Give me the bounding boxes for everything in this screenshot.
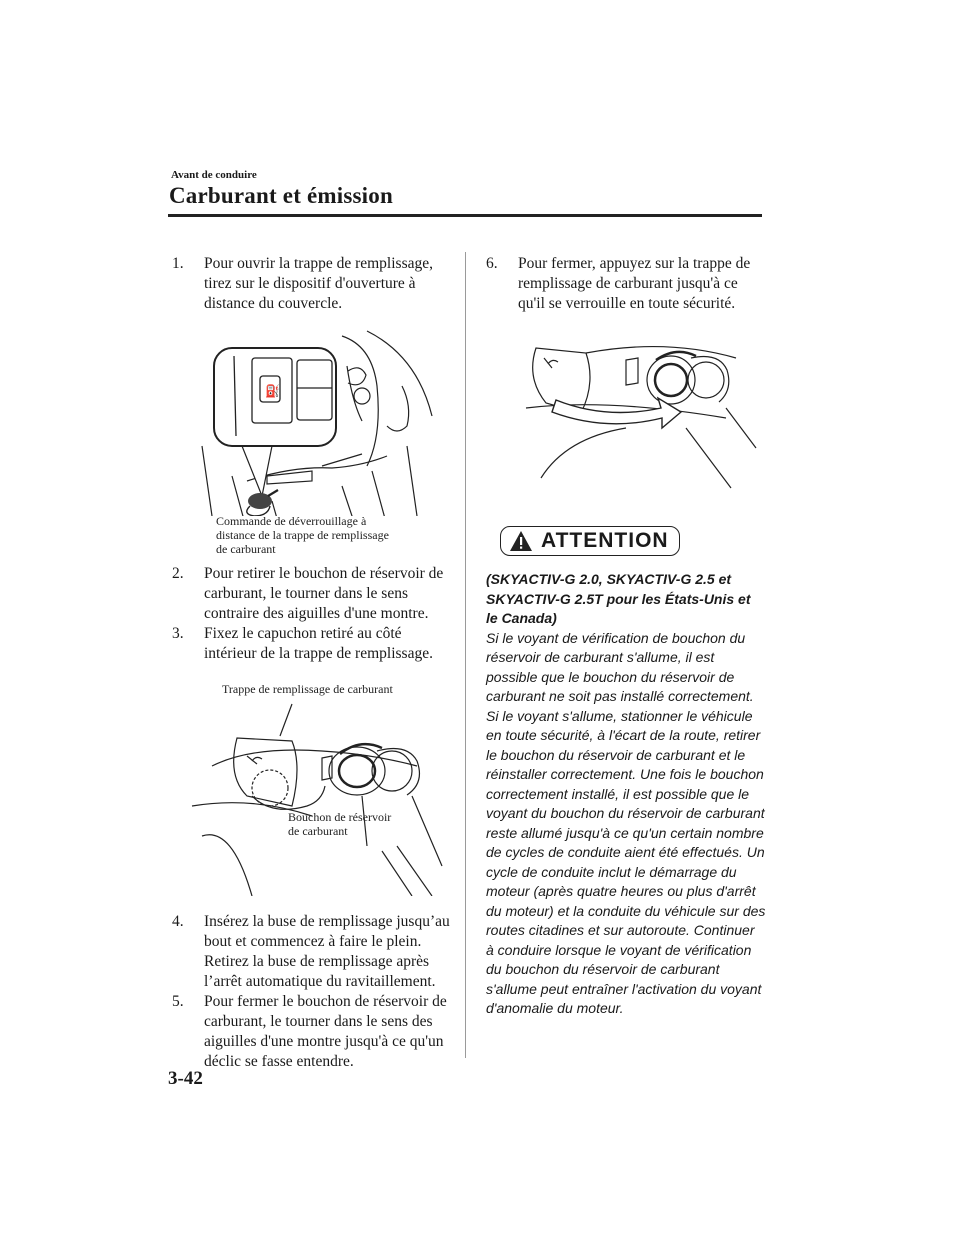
fuel-cap-illustration [172, 696, 450, 896]
step-number: 5. [172, 993, 184, 1010]
step-number: 6. [486, 255, 498, 272]
step-number: 1. [172, 255, 184, 272]
fuel-cap-label: Bouchon de réservoir de carburant [288, 810, 392, 838]
column-divider [465, 252, 466, 1058]
step-4 [172, 912, 450, 992]
fuel-door-label: Trappe de remplissage de carburant [222, 682, 393, 696]
attention-heading: (SKYACTIV-G 2.0, SKYACTIV-G 2.5 et SKYACTIV-G 2.5T pour les États-Unis et le Canada) [486, 571, 751, 626]
step-text: Pour fermer, appuyez sur la trappe de remplissage de carburant jusqu'à ce qu'il se verrouille en toute sécurité. [518, 255, 751, 312]
right-column [486, 254, 766, 1019]
close-door-figure [486, 328, 766, 498]
step-text: Pour fermer le bouchon de réservoir de carburant, le tourner dans le sens des aiguilles d'une montre jusqu'à ce qu'un déclic se fasse entendre. [204, 993, 447, 1070]
step-text: Fixez le capuchon retiré au côté intérieur de la trappe de remplissage. [204, 625, 433, 662]
step-2 [172, 564, 450, 624]
figure-caption: Commande de déverrouillage à distance de la trappe de remplissage de carburant [216, 514, 389, 556]
release-lever-figure [172, 326, 450, 558]
release-lever-illustration [172, 326, 450, 516]
step-5 [172, 992, 450, 1072]
step-number: 2. [172, 565, 184, 582]
step-text: Pour retirer le bouchon de réservoir de carburant, le tourner dans le sens contraire des aiguilles d'une montre. [204, 565, 444, 622]
attention-label: ATTENTION [541, 529, 669, 552]
attention-text [486, 570, 766, 1019]
page-number: 3-42 [168, 1068, 203, 1089]
step-text: Pour ouvrir la trappe de remplissage, tirez sur le dispositif d'ouverture à distance du couvercle. [204, 255, 433, 312]
warning-icon [509, 530, 533, 552]
close-door-illustration [486, 328, 766, 498]
step-number: 3. [172, 625, 184, 642]
attention-body: Si le voyant de vérification de bouchon du réservoir de carburant s'allume, il est possible que le bouchon du réservoir de carburant ne soit pas installé correctement. Si le voyant s'allume, stationner le véhicule en toute sécurité, à l'écart de la route, retirer le bouchon du réservoir de carburant et le réinstaller correctement. Une fois le bouchon correctement installé, il est possible que le voyant du bouchon du réservoir de carburant reste allumé jusqu'à ce qu'un certain nombre de cycles de conduite aient été effectués. Un cycle de conduite inclut le démarrage du moteur (après quatre heures ou plus d'arrêt du moteur) et la conduite du véhicule sur des routes citadines et sur autoroute. Continuer à conduire lorsque le voyant de vérification du bouchon du réservoir de carburant s'allume peut entraîner l'activation du voyant d'anomalie du moteur. [486, 629, 766, 1016]
step-6 [486, 254, 766, 314]
fuel-cap-figure [172, 678, 450, 898]
step-text: Insérez la buse de remplissage jusqu’au bout et commencez à faire le plein. Retirez la buse de remplissage après l’arrêt automatique du ravitaillement. [204, 913, 450, 990]
left-column [172, 254, 450, 1072]
step-number: 4. [172, 913, 184, 930]
page-title: Carburant et émission [169, 183, 393, 208]
title-rule [168, 214, 762, 217]
svg-text:⛽: ⛽ [265, 384, 280, 398]
step-3 [172, 624, 450, 664]
attention-box [500, 526, 680, 556]
section-label: Avant de conduire [171, 169, 257, 181]
step-1 [172, 254, 450, 314]
